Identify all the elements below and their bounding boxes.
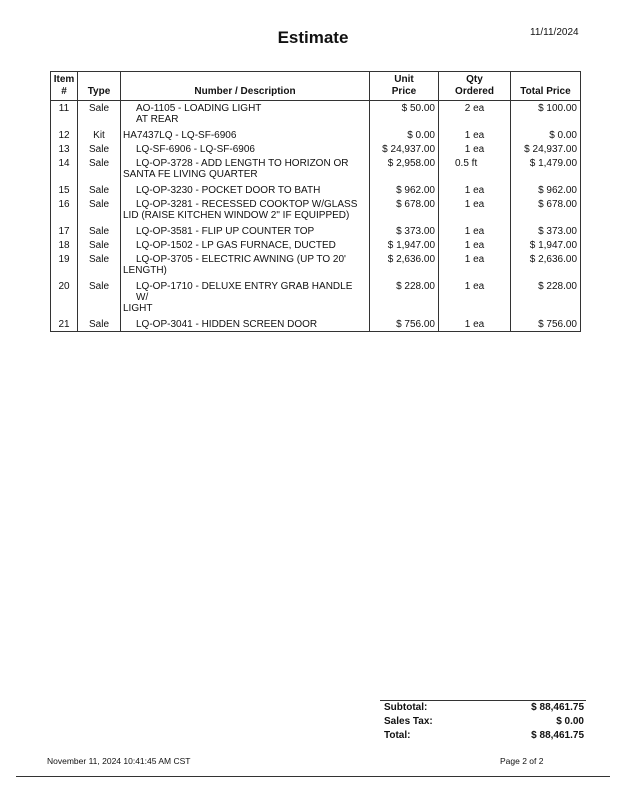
cell-total-price: $ 756.00 (511, 317, 581, 332)
description-line2: LIGHT (123, 303, 153, 314)
cell-qty-ordered: 1 ea (439, 252, 511, 279)
cell-type: Sale (78, 279, 121, 317)
table-row (51, 252, 581, 279)
cell-type: Sale (78, 252, 121, 279)
table-row (51, 142, 581, 156)
cell-type: Sale (78, 238, 121, 252)
cell-description (121, 183, 370, 197)
cell-qty-ordered: 1 ea (439, 279, 511, 317)
header-unit-price (370, 72, 439, 101)
cell-type: Sale (78, 183, 121, 197)
cell-qty-ordered: 1 ea (439, 197, 511, 224)
cell-item-number: 13 (51, 142, 78, 156)
header-type: Type (78, 72, 121, 101)
cell-total-price: $ 1,947.00 (511, 238, 581, 252)
total-row (380, 729, 586, 743)
description-line1: LQ-SF-6906 - LQ-SF-6906 (136, 144, 255, 155)
cell-qty-ordered: 1 ea (439, 238, 511, 252)
header-qty-line2: Ordered (455, 86, 494, 97)
table-row (51, 317, 581, 332)
cell-unit-price: $ 0.00 (370, 128, 439, 142)
cell-total-price: $ 228.00 (511, 279, 581, 317)
cell-description (121, 197, 370, 224)
subtotal-row (380, 701, 586, 715)
table-header-row (51, 72, 581, 101)
cell-qty-ordered: 2 ea (439, 101, 511, 129)
cell-unit-price: $ 2,636.00 (370, 252, 439, 279)
cell-type: Kit (78, 128, 121, 142)
cell-unit-price: $ 228.00 (370, 279, 439, 317)
sales-tax-row (380, 715, 586, 729)
cell-unit-price: $ 962.00 (370, 183, 439, 197)
description-line2: LENGTH) (123, 265, 167, 276)
cell-item-number: 11 (51, 101, 78, 129)
footer-divider (16, 776, 610, 777)
header-item (51, 72, 78, 101)
header-unit-line1: Unit (394, 74, 414, 85)
cell-item-number: 15 (51, 183, 78, 197)
cell-item-number: 18 (51, 238, 78, 252)
totals-block (380, 700, 586, 743)
table-row (51, 101, 581, 129)
table-row (51, 183, 581, 197)
cell-qty-ordered: 1 ea (439, 317, 511, 332)
cell-qty-ordered: 1 ea (439, 128, 511, 142)
footer-timestamp: November 11, 2024 10:41:45 AM CST (47, 756, 191, 766)
description-line1: AO-1105 - LOADING LIGHT (136, 103, 262, 114)
table-row (51, 238, 581, 252)
cell-total-price: $ 1,479.00 (511, 156, 581, 183)
line-items-table (50, 71, 581, 332)
cell-description (121, 142, 370, 156)
cell-item-number: 20 (51, 279, 78, 317)
footer-page-number: Page 2 of 2 (500, 756, 544, 766)
table-row (51, 156, 581, 183)
description-line1: LQ-OP-1502 - LP GAS FURNACE, DUCTED (136, 240, 336, 251)
cell-description (121, 238, 370, 252)
cell-total-price: $ 0.00 (511, 128, 581, 142)
cell-description (121, 224, 370, 238)
cell-type: Sale (78, 101, 121, 129)
cell-total-price: $ 100.00 (511, 101, 581, 129)
header-unit-line2: Price (391, 86, 417, 97)
cell-unit-price: $ 50.00 (370, 101, 439, 129)
cell-type: Sale (78, 317, 121, 332)
document-title: Estimate (277, 28, 349, 47)
cell-description (121, 279, 370, 317)
cell-unit-price: $ 2,958.00 (370, 156, 439, 183)
cell-description (121, 128, 370, 142)
cell-item-number: 17 (51, 224, 78, 238)
cell-total-price: $ 962.00 (511, 183, 581, 197)
cell-qty-ordered: 1 ea (439, 183, 511, 197)
cell-total-price: $ 24,937.00 (511, 142, 581, 156)
cell-total-price: $ 373.00 (511, 224, 581, 238)
cell-unit-price: $ 24,937.00 (370, 142, 439, 156)
cell-item-number: 12 (51, 128, 78, 142)
cell-type: Sale (78, 156, 121, 183)
cell-total-price: $ 678.00 (511, 197, 581, 224)
document-date: 11/11/2024 (530, 27, 579, 38)
header-total-price: Total Price (511, 72, 581, 101)
total-label: Total: (384, 730, 411, 741)
cell-type: Sale (78, 197, 121, 224)
cell-total-price: $ 2,636.00 (511, 252, 581, 279)
description-line1: LQ-OP-1710 - DELUXE ENTRY GRAB HANDLE W/ (136, 281, 353, 303)
subtotal-value: $ 88,461.75 (531, 702, 584, 713)
header-item-line1: Item (53, 74, 75, 85)
cell-description (121, 252, 370, 279)
cell-unit-price: $ 756.00 (370, 317, 439, 332)
description-line1: LQ-OP-3705 - ELECTRIC AWNING (UP TO 20' (136, 254, 346, 265)
table-row (51, 128, 581, 142)
description-line1: LQ-OP-3230 - POCKET DOOR TO BATH (136, 185, 321, 196)
description-line2: AT REAR (136, 114, 179, 125)
cell-description (121, 101, 370, 129)
cell-type: Sale (78, 224, 121, 238)
cell-qty-ordered: 1 ea (439, 142, 511, 156)
description-line1: LQ-OP-3281 - RECESSED COOKTOP W/GLASS (136, 199, 358, 210)
description-line1: HA7437LQ - LQ-SF-6906 (123, 130, 237, 141)
description-line1: LQ-OP-3728 - ADD LENGTH TO HORIZON OR (136, 158, 349, 169)
header-description: Number / Description (121, 72, 370, 101)
cell-unit-price: $ 678.00 (370, 197, 439, 224)
subtotal-label: Subtotal: (384, 702, 428, 713)
cell-qty-ordered: 0.5 ft (439, 156, 511, 183)
cell-unit-price: $ 1,947.00 (370, 238, 439, 252)
table-row (51, 224, 581, 238)
cell-description (121, 156, 370, 183)
description-line1: LQ-OP-3581 - FLIP UP COUNTER TOP (136, 226, 315, 237)
cell-description (121, 317, 370, 332)
header-item-line2: # (61, 86, 67, 97)
header-qty (439, 72, 511, 101)
cell-qty-ordered: 1 ea (439, 224, 511, 238)
description-line2: SANTA FE LIVING QUARTER (123, 169, 258, 180)
cell-item-number: 16 (51, 197, 78, 224)
cell-item-number: 14 (51, 156, 78, 183)
cell-item-number: 21 (51, 317, 78, 332)
description-line1: LQ-OP-3041 - HIDDEN SCREEN DOOR (136, 319, 318, 330)
sales-tax-label: Sales Tax: (384, 716, 433, 727)
header-qty-line1: Qty (466, 74, 483, 85)
description-line2: LID (RAISE KITCHEN WINDOW 2" IF EQUIPPED) (123, 210, 350, 221)
cell-unit-price: $ 373.00 (370, 224, 439, 238)
sales-tax-value: $ 0.00 (556, 716, 584, 727)
table-row (51, 279, 581, 317)
cell-item-number: 19 (51, 252, 78, 279)
cell-type: Sale (78, 142, 121, 156)
table-row (51, 197, 581, 224)
total-value: $ 88,461.75 (531, 730, 584, 741)
